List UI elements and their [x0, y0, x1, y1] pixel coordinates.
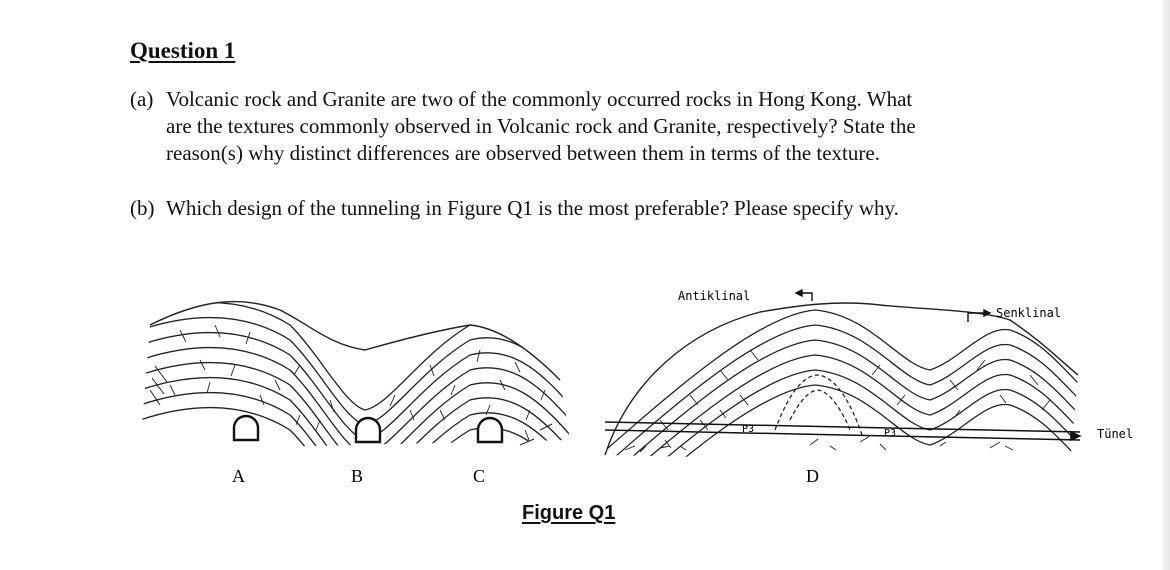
label-d: D: [806, 466, 819, 486]
tunnel-c-icon: [478, 418, 502, 442]
question-part-b: [130, 195, 1030, 222]
label-p3-right: P3: [884, 428, 897, 439]
tunnel-line: [605, 422, 1080, 440]
part-b-text: Which design of the tunneling in Figure Q1 is the most preferable? Please specify why.: [166, 196, 899, 220]
question-heading: Question 1: [130, 38, 236, 63]
label-antiklinal: Antiklinal: [678, 289, 751, 303]
label-a: A: [232, 466, 245, 486]
label-p3-left: P3: [742, 424, 755, 435]
part-a-label: (a): [130, 87, 154, 111]
tunnel-a-icon: [234, 416, 258, 440]
part-b-label: (b): [130, 196, 155, 220]
antiklinal-arrow-icon: [796, 290, 812, 301]
part-a-line-2: are the textures commonly observed in Volcanic rock and Granite, respectively? State the: [166, 114, 916, 138]
label-c: C: [473, 466, 486, 486]
question-part-a: [130, 86, 1030, 167]
part-a-line-3: reason(s) why distinct differences are observed between them in terms of the texture.: [166, 141, 880, 165]
part-a-line-1: Volcanic rock and Granite are two of the commonly occurred rocks in Hong Kong. What: [166, 87, 913, 111]
label-b: B: [351, 466, 364, 486]
figure-caption: Figure Q1: [522, 502, 616, 524]
label-tunel: Tünel: [1097, 427, 1134, 441]
label-senklinal: Senklinal: [996, 306, 1062, 320]
tunnel-b-icon: [356, 418, 380, 442]
right-cross-section: [600, 289, 1133, 500]
figure-q1: [0, 270, 1170, 500]
left-cross-section: [140, 302, 570, 500]
